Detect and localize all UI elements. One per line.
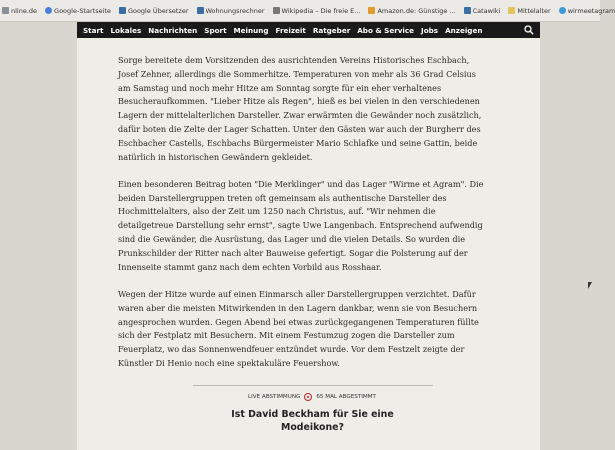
amazon-icon [368,7,375,14]
mouse-cursor-icon [588,282,592,289]
bookmark-label: Wohnungsrechner [205,6,265,15]
bookmark-item[interactable] [197,7,265,15]
bookmark-label: Wikipedia – Die freie E... [281,6,361,15]
main-nav [77,22,540,38]
calculator-icon [197,7,204,14]
bookmark-item[interactable] [368,7,455,15]
nav-item-anzeigen[interactable]: Anzeigen [445,25,483,35]
nav-item-sport[interactable]: Sport [204,25,227,35]
nav-item-start[interactable]: Start [83,25,104,35]
bookmark-label: Mittelalter [517,6,551,15]
bookmark-item[interactable] [559,7,615,15]
bookmark-label: wirmeetagram [567,6,615,15]
nav-item-jobs[interactable]: Jobs [421,25,439,35]
bookmark-item[interactable] [464,7,501,15]
poll-question: Ist David Beckham für Sie eine Modeikone? [231,409,394,433]
nav-item-nachrichten[interactable]: Nachrichten [148,25,198,35]
site-icon [2,7,9,14]
article-paragraph: Sorge bereitete dem Vorsitzenden des ausrichtenden Vereins Historisches Eschbach, Josef Zehner, allerdings die Sommerhitze. Temperaturen von mehr als 36 Grad Celsius am Samstag und noch mehr Hitze am Sonntag sorgte für ein eher verhaltenes Besucheraufkommen. "Lieber Hitze als Regen", hieß es bei vielen in den verschiedenen Lagern der mittelalterlichen Darsteller. Zwar erwärmten die Gewänder noch zusätzlich, dafür boten die Zelte der Lager Schatten. Unter den Gästen war auch der Burgherr des Eschbacher Castells, Eschbachs Bürgermeister Mario Schlafke und seine Gattin, beide natürlich in historischen Gewändern gekleidet. [118,55,482,162]
nav-item-ratgeber[interactable]: Ratgeber [312,25,351,35]
article-paragraph: Einen besonderen Beitrag boten "Die Merklinger" und das Lager "Wirme et Agram". Die beiden Darstellergruppen treten oft gemeinsam als authentische Darsteller des Hochmittelalters, also der Zeit um 1250 nach Christus, auf. "Wir nehmen die detailgetreue Darstellung sehr ernst", sagte Uwe Langenbach. Entsprechend aufwendig sind die Gewänder, die Ausrüstung, das Lager und die vielen Details. So wurden die Prunkschilder der Ritter nach alter Bauweise gefertigt. Sogar die Polsterung auf der Innenseite stammt ganz nach dem echten Vorbild aus Rosshaar. [118,178,484,272]
nav-item-meinung[interactable]: Meinung [233,25,269,35]
poll-live-label: LIVE ABSTIMMUNG [248,394,301,400]
nav-item-lokales[interactable]: Lokales [110,25,142,35]
live-record-icon [304,393,312,401]
search-icon[interactable] [524,25,534,35]
bookmark-label: Catawiki [472,6,501,15]
bookmark-item[interactable] [273,7,361,15]
bookmark-item[interactable] [119,7,189,15]
bookmark-item[interactable] [2,7,37,15]
bookmark-item[interactable] [45,7,111,15]
bookmark-label: nline.de [11,6,38,15]
bookmark-label: Amazon.de: Günstige ... [377,6,456,15]
translate-icon [119,7,126,14]
bookmarks-bar [0,0,615,22]
folder-icon [508,7,515,14]
poll-meta [248,393,376,401]
article-paragraph: Wegen der Hitze wurde auf einen Einmarsch aller Darstellergruppen verzichtet. Dafür waren aber die meisten Mitwirkenden in den Lagern dankbar, wenn sie von Besuchern angesprochen wurden. Gegen Abend bei etwas zurückgegangenen Temperaturen füllte sich der Festplatz mit Besuchern. Mit einem Festumzug zogen die Darsteller zum Feuerplatz, wo das Sonnenwendfeuer entzündet wurde. Vor dem Festzelt zeigte der Künstler Di Henio noch eine spektakuläre Feuershow. [118,288,479,368]
nav-item-abo-service[interactable]: Abo & Service [357,25,415,35]
bookmark-item[interactable] [508,7,550,15]
bookmark-label: Google-Startseite [54,6,111,15]
poll-votes-label: 65 MAL ABGESTIMMT [316,394,376,400]
article-body [118,54,490,384]
bookmark-label: Google Übersetzer [127,6,189,15]
nav-item-freizeit[interactable]: Freizeit [275,25,306,35]
hashtag-icon [559,7,566,14]
catawiki-icon [464,7,471,14]
google-icon [45,7,52,14]
wikipedia-icon [273,7,280,14]
poll-divider [193,385,433,386]
